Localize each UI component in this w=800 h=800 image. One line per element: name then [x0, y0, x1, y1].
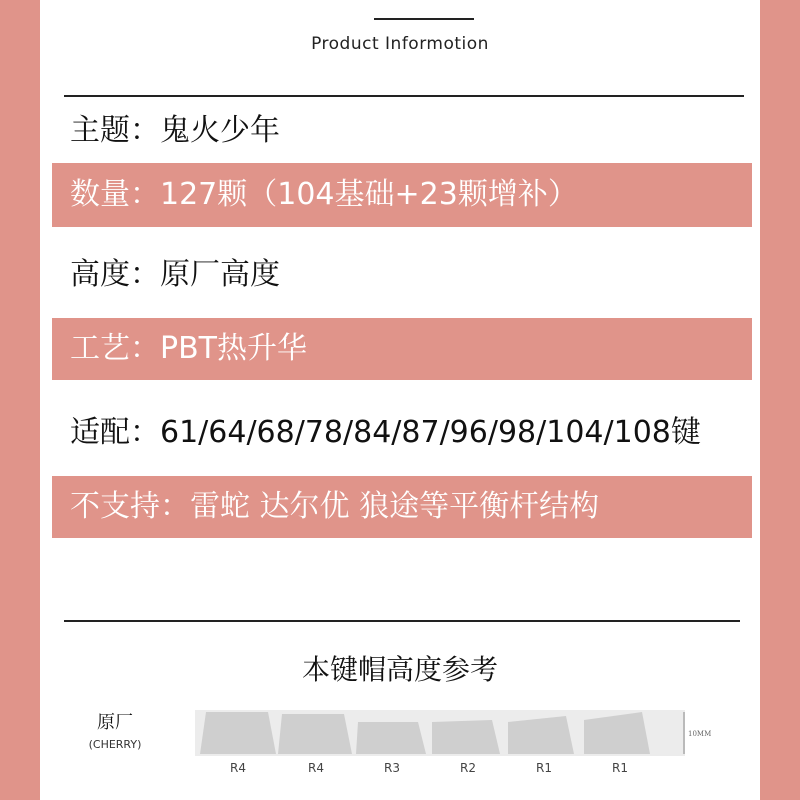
- keycap-row-label: R1: [612, 761, 628, 775]
- divider-bottom: [64, 620, 740, 622]
- info-row-height: 高度：原厂高度: [70, 257, 280, 292]
- section-heading: Product Informotion: [311, 34, 489, 54]
- divider-top: [64, 95, 744, 97]
- keycap-row-label: R2: [460, 761, 476, 775]
- info-row-theme: 主题：鬼火少年: [70, 113, 280, 148]
- info-row-compatibility: 适配：61/64/68/78/84/87/96/98/104/108键: [70, 415, 701, 450]
- keycap-row-label: R4: [230, 761, 246, 775]
- decorative-bar: [374, 18, 474, 20]
- keycap-row-label: R1: [536, 761, 552, 775]
- scale-label: 10MM: [688, 730, 712, 738]
- height-reference-title: 本键帽高度参考: [301, 653, 498, 686]
- info-row-quantity: 数量：127颗（104基础+23颗增补）: [52, 163, 752, 227]
- info-row-craft: 工艺：PBT热升华: [52, 318, 752, 380]
- keycap-row-label: R3: [384, 761, 400, 775]
- profile-name: 原厂: [97, 712, 133, 733]
- keycap-row-label: R4: [308, 761, 324, 775]
- profile-sub: (CHERRY): [88, 738, 142, 751]
- info-row-unsupported: 不支持：雷蛇 达尔优 狼途等平衡杆结构: [52, 476, 752, 538]
